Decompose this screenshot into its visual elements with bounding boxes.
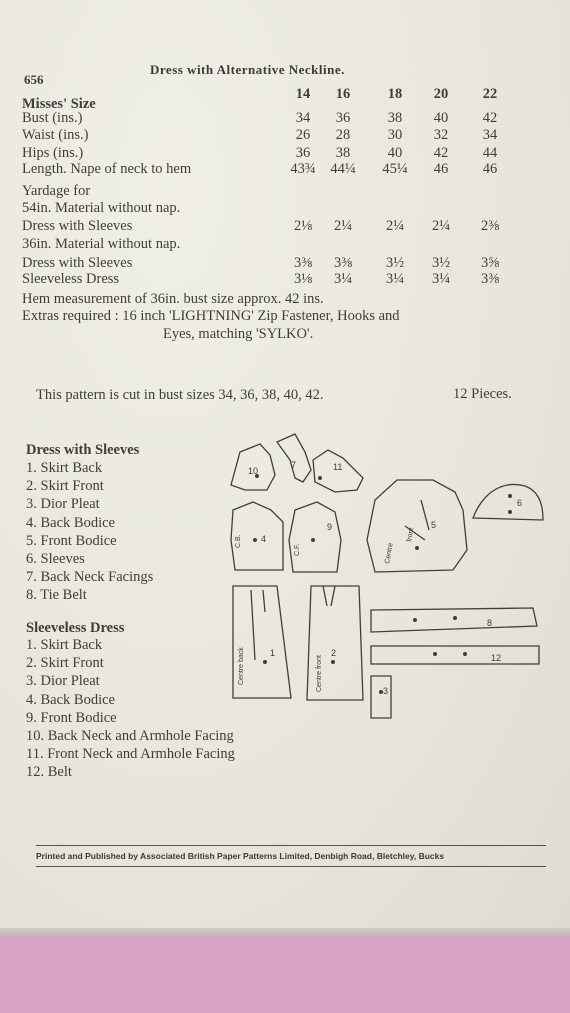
pattern-layout-diagram — [225, 430, 545, 722]
piece-list-item: 9. Front Bodice — [26, 709, 117, 726]
size-cell: 3½ — [431, 255, 451, 271]
piece-list-item: 11. Front Neck and Armhole Facing — [26, 746, 235, 763]
pieces-count: 12 Pieces. — [453, 386, 512, 402]
size-cell: 43¾ — [290, 161, 316, 177]
size-cell: 34 — [482, 127, 498, 143]
piece-list-item: 3. Dior Pleat — [26, 673, 100, 690]
bodice-centre-label: Centre — [384, 542, 395, 565]
footer-rule-top — [36, 845, 546, 846]
piece-list-item: 7. Back Neck Facings — [26, 569, 154, 586]
piece-5-outline — [367, 480, 467, 572]
pattern-title: Dress with Alternative Neckline. — [150, 62, 345, 77]
cf-label: C.F. — [294, 543, 301, 556]
pattern-number: 656 — [24, 72, 44, 87]
piece-8-label: 8 — [487, 618, 493, 628]
piece-5-label: 5 — [431, 520, 437, 530]
piece-7-label: 7 — [291, 460, 297, 470]
size-header: 18 — [387, 86, 403, 102]
piece-12-label: 12 — [491, 653, 502, 663]
size-cell: 46 — [433, 161, 449, 177]
piece-list-item: 3. Dior Pleat — [26, 496, 100, 513]
size-row-label: Yardage for — [22, 183, 91, 199]
size-cell: 3¼ — [431, 271, 451, 287]
piece-6-outline — [473, 484, 543, 520]
size-cell: 2⅛ — [293, 218, 313, 234]
piece-list-item: 4. Back Bodice — [26, 514, 115, 531]
background-fabric — [0, 936, 570, 1013]
size-cell: 2¼ — [385, 218, 405, 234]
size-cell: 38 — [335, 145, 351, 161]
size-cell: 3¼ — [385, 271, 405, 287]
size-row-label: Misses' Size — [22, 96, 96, 112]
size-cell: 2⅜ — [480, 218, 500, 234]
size-cell: 3¼ — [333, 271, 353, 287]
size-cell: 40 — [387, 145, 403, 161]
size-cell: 46 — [482, 161, 498, 177]
size-cell: 44 — [482, 145, 498, 161]
piece-4-label: 4 — [261, 534, 267, 544]
size-row-label: Dress with Sleeves — [22, 218, 133, 234]
size-cell: 44¼ — [330, 161, 356, 177]
centre-back-label: Centre back — [238, 647, 245, 685]
piece-3-label: 3 — [383, 686, 389, 696]
size-row-label: 54in. Material without nap. — [22, 200, 181, 216]
size-cell: 45¼ — [382, 161, 408, 177]
piece-list-item: 6. Sleeves — [26, 551, 85, 567]
size-cell: 3⅝ — [480, 255, 500, 271]
size-header: 16 — [335, 86, 351, 102]
piece-list-item: 2. Skirt Front — [26, 478, 104, 495]
piece-list-item: 10. Back Neck and Armhole Facing — [26, 728, 234, 744]
size-cell: 3⅜ — [333, 255, 353, 271]
size-cell: 2¼ — [431, 218, 451, 234]
bodice-front-label: front — [406, 527, 416, 543]
sleeveless-heading: Sleeveless Dress — [26, 620, 125, 636]
centre-front-label: Centre front — [316, 655, 323, 692]
size-row-label: Dress with Sleeves — [22, 255, 133, 271]
piece-list-item: 12. Belt — [26, 764, 72, 781]
cb-label: C.B. — [235, 534, 242, 548]
size-row-label: Waist (ins.) — [22, 127, 89, 143]
size-header: 20 — [433, 86, 449, 102]
piece-10-label: 10 — [248, 466, 259, 476]
piece-list-item: 4. Back Bodice — [26, 691, 115, 708]
piece-12-outline — [371, 646, 539, 664]
piece-list-item: 5. Front Bodice — [26, 532, 117, 549]
size-cell: 32 — [433, 127, 449, 143]
size-header: 14 — [295, 86, 311, 102]
extras-note-line2: Eyes, matching 'SYLKO'. — [163, 326, 314, 342]
size-cell: 36 — [335, 110, 351, 126]
size-row-label: Sleeveless Dress — [22, 271, 120, 287]
size-cell: 38 — [387, 110, 403, 126]
piece-8-outline — [371, 608, 537, 632]
piece-11-label: 11 — [333, 462, 343, 472]
size-header: 22 — [482, 86, 498, 102]
piece-7-outline — [277, 434, 311, 482]
size-cell: 28 — [335, 127, 351, 143]
size-cell: 3⅜ — [480, 271, 500, 287]
size-cell: 36 — [295, 145, 311, 161]
piece-9-label: 9 — [327, 522, 333, 532]
piece-6-label: 6 — [517, 498, 523, 508]
piece-list-item: 2. Skirt Front — [26, 655, 104, 672]
size-cell: 26 — [295, 127, 311, 143]
sleeves-heading: Dress with Sleeves — [26, 442, 140, 458]
size-row-label: Bust (ins.) — [22, 110, 83, 126]
piece-9-outline — [289, 502, 341, 572]
piece-1-label: 1 — [270, 648, 276, 658]
size-cell: 3⅜ — [293, 255, 313, 271]
hem-note: Hem measurement of 36in. bust size approx. 42 ins. — [22, 291, 324, 307]
piece-list-item: 1. Skirt Back — [26, 460, 103, 476]
cut-sizes-note: This pattern is cut in bust sizes 34, 36, 38, 40, 42. — [36, 387, 324, 403]
size-cell: 30 — [387, 127, 403, 143]
footer-rule-bottom — [36, 866, 546, 867]
piece-list-item: 8. Tie Belt — [26, 587, 87, 604]
size-cell: 42 — [433, 145, 449, 161]
size-row-label: Hips (ins.) — [22, 145, 84, 161]
size-cell: 2¼ — [333, 218, 353, 234]
size-cell: 34 — [295, 110, 311, 126]
size-cell: 3½ — [385, 255, 405, 271]
envelope-fold — [0, 928, 570, 936]
size-cell: 40 — [433, 110, 449, 126]
piece-list-item: 1. Skirt Back — [26, 637, 103, 653]
size-row-label: 36in. Material without nap. — [22, 236, 181, 252]
piece-2-label: 2 — [331, 648, 337, 658]
size-cell: 42 — [482, 110, 498, 126]
extras-note-line1: Extras required : 16 inch 'LIGHTNING' Zip Fastener, Hooks and — [22, 308, 400, 324]
piece-3-outline — [371, 676, 391, 718]
size-row-label: Length. Nape of neck to hem — [22, 161, 192, 177]
publisher-footer: Printed and Published by Associated British Paper Patterns Limited, Denbigh Road, Bletchley, Bucks — [36, 851, 445, 861]
size-cell: 3⅛ — [293, 271, 313, 287]
